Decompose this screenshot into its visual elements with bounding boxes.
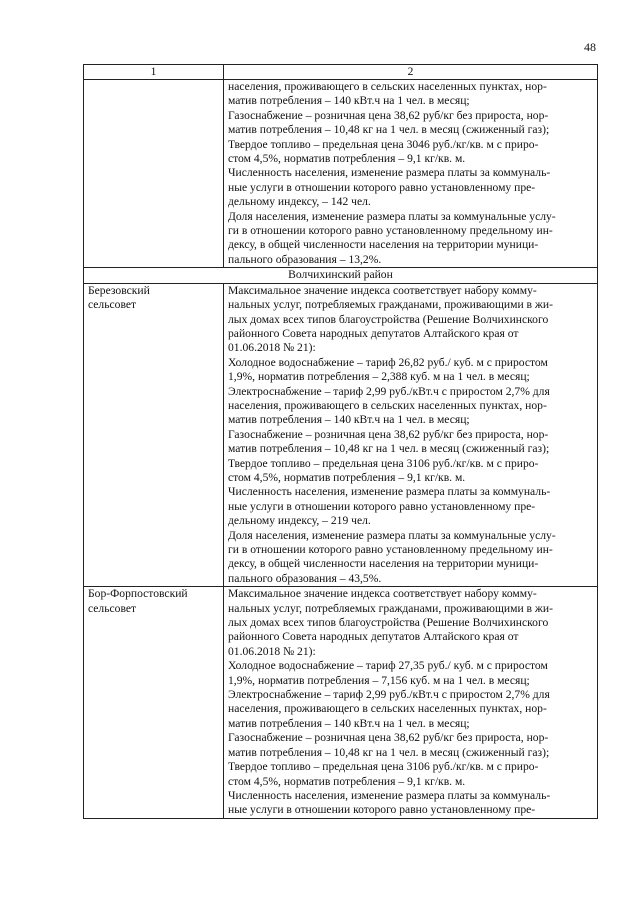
header-cell-2: 2 xyxy=(224,65,598,80)
continuation-text-cell xyxy=(224,80,598,268)
settlement-text-cell xyxy=(224,283,598,587)
text-line: ные услуги в отношении которого равно установленному пре- xyxy=(228,180,536,194)
district-row xyxy=(84,268,598,283)
text-line: матив потребления – 10,48 кг на 1 чел. в месяц (сжиженный газ); xyxy=(228,123,550,137)
text-line: 01.06.2018 № 21): xyxy=(228,644,316,658)
text-line: ные услуги в отношении которого равно установленному пре- xyxy=(228,499,536,513)
text-line: Электроснабжение – тариф 2,99 руб./кВт.ч с приростом 2,7% для xyxy=(228,688,550,702)
continuation-name-cell xyxy=(84,80,224,268)
text-line: стом 4,5%, норматив потребления – 9,1 кг/кв. м. xyxy=(228,470,466,484)
text-line: матив потребления – 140 кВт.ч на 1 чел. в месяц; xyxy=(228,716,470,730)
text-line: дексу, в общей численности населения на территории муници- xyxy=(228,557,539,571)
text-line: лых домах всех типов благоустройства (Решение Волчихинского xyxy=(228,312,549,326)
text-line: дельному индексу, – 142 чел. xyxy=(228,195,371,209)
continuation-row xyxy=(84,80,598,268)
text-line: населения, проживающего в сельских населенных пунктах, нор- xyxy=(228,80,547,93)
text-line: матив потребления – 10,48 кг на 1 чел. в месяц (сжиженный газ); xyxy=(228,442,550,456)
text-line: 1,9%, норматив потребления – 7,156 куб. м на 1 чел. в месяц; xyxy=(228,673,530,687)
text-line: Твердое топливо – предельная цена 3106 руб./кг/кв. м с приро- xyxy=(228,456,539,470)
table-row xyxy=(84,283,598,587)
settlement-text-cell xyxy=(224,587,598,819)
settlement-name-cell xyxy=(84,283,224,587)
text-line: Холодное водоснабжение – тариф 26,82 руб./ куб. м с приростом xyxy=(228,355,548,369)
text-line: лых домах всех типов благоустройства (Решение Волчихинского xyxy=(228,616,549,630)
text-line: районного Совета народных депутатов Алтайского края от xyxy=(228,326,519,340)
text-line: Твердое топливо – предельная цена 3106 руб./кг/кв. м с приро- xyxy=(228,760,539,774)
settlement-name-cell xyxy=(84,587,224,819)
settlement-type: сельсовет xyxy=(88,298,137,312)
text-line: районного Совета народных депутатов Алтайского края от xyxy=(228,630,519,644)
text-line: Численность населения, изменение размера платы за коммуналь- xyxy=(228,788,551,802)
settlement-name: Бор-Форпостовский xyxy=(88,587,188,601)
text-line: Газоснабжение – розничная цена 38,62 руб/кг без прироста, нор- xyxy=(228,108,549,122)
text-line: Газоснабжение – розничная цена 38,62 руб/кг без прироста, нор- xyxy=(228,427,549,441)
text-line: 1,9%, норматив потребления – 2,388 куб. м на 1 чел. в месяц; xyxy=(228,370,530,384)
text-line: Газоснабжение – розничная цена 38,62 руб/кг без прироста, нор- xyxy=(228,731,549,745)
text-line: ги в отношении которого равно установленному предельному ин- xyxy=(228,224,553,238)
text-line: Численность населения, изменение размера платы за коммуналь- xyxy=(228,166,551,180)
text-line: дельному индексу, – 219 чел. xyxy=(228,514,371,528)
text-line: стом 4,5%, норматив потребления – 9,1 кг/кв. м. xyxy=(228,774,466,788)
text-line: матив потребления – 140 кВт.ч на 1 чел. в месяц; xyxy=(228,413,470,427)
table-row xyxy=(84,587,598,819)
text-line: нальных услуг, потребляемых гражданами, проживающими в жи- xyxy=(228,298,553,312)
text-line: пального образования – 13,2%. xyxy=(228,252,382,266)
text-line: матив потребления – 140 кВт.ч на 1 чел. в месяц; xyxy=(228,94,470,108)
page-number: 48 xyxy=(584,40,596,54)
text-line: населения, проживающего в сельских населенных пунктах, нор- xyxy=(228,398,547,412)
district-heading: Волчихинский район xyxy=(84,268,598,283)
text-line: Доля населения, изменение размера платы за коммунальные услу- xyxy=(228,528,556,542)
text-line: нальных услуг, потребляемых гражданами, проживающими в жи- xyxy=(228,601,553,615)
text-line: Твердое топливо – предельная цена 3046 руб./кг/кв. м с приро- xyxy=(228,137,539,151)
text-line: 01.06.2018 № 21): xyxy=(228,341,316,355)
settlement-name: Березовский xyxy=(88,283,150,297)
text-line: Доля населения, изменение размера платы за коммунальные услу- xyxy=(228,209,556,223)
header-cell-1: 1 xyxy=(84,65,224,80)
text-line: Электроснабжение – тариф 2,99 руб./кВт.ч с приростом 2,7% для xyxy=(228,384,550,398)
text-line: дексу, в общей численности населения на территории муници- xyxy=(228,238,539,252)
tariff-table xyxy=(83,64,598,819)
text-line: населения, проживающего в сельских населенных пунктах, нор- xyxy=(228,702,547,716)
table-header-row xyxy=(84,65,598,80)
text-line: стом 4,5%, норматив потребления – 9,1 кг/кв. м. xyxy=(228,152,466,166)
text-line: Численность населения, изменение размера платы за коммуналь- xyxy=(228,485,551,499)
text-line: Максимальное значение индекса соответствует набору комму- xyxy=(228,283,537,297)
text-line: ные услуги в отношении которого равно установленному пре- xyxy=(228,803,536,817)
text-line: матив потребления – 10,48 кг на 1 чел. в месяц (сжиженный газ); xyxy=(228,745,550,759)
text-line: Максимальное значение индекса соответствует набору комму- xyxy=(228,587,537,601)
text-line: пального образования – 43,5%. xyxy=(228,571,382,585)
settlement-type: сельсовет xyxy=(88,601,137,615)
text-line: Холодное водоснабжение – тариф 27,35 руб./ куб. м с приростом xyxy=(228,659,548,673)
text-line: ги в отношении которого равно установленному предельному ин- xyxy=(228,543,553,556)
